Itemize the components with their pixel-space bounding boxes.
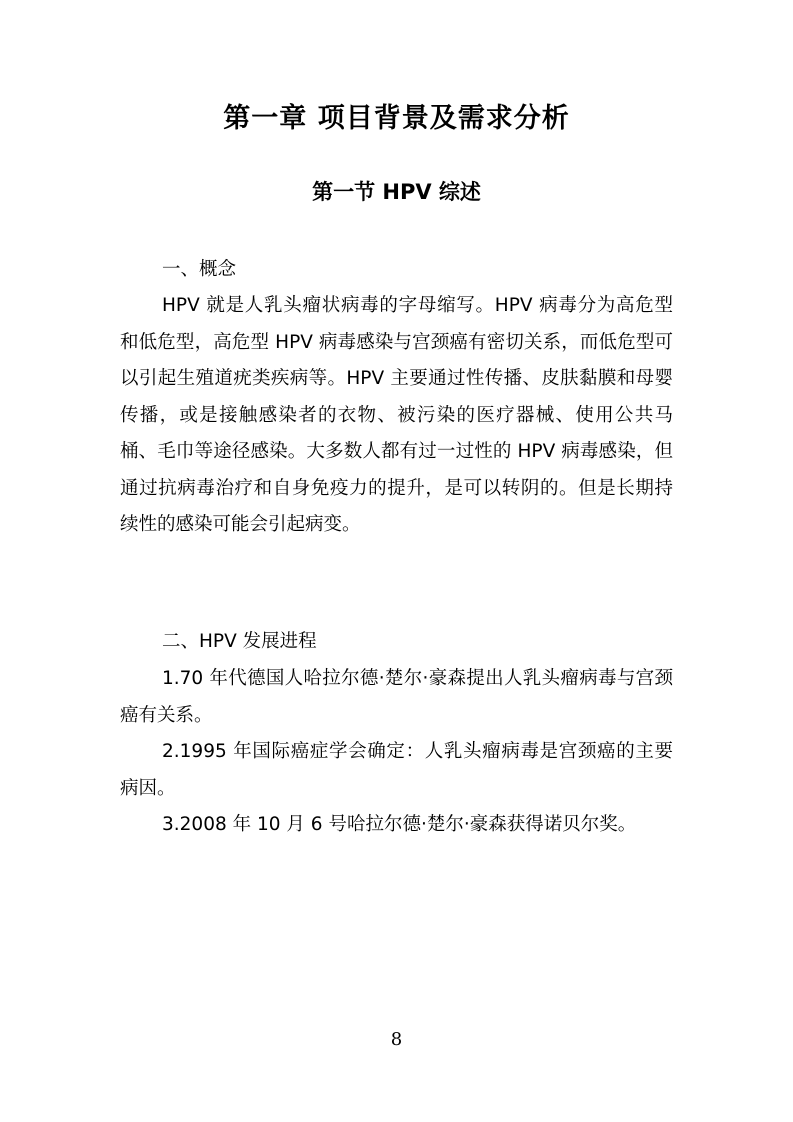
history-item: 2.1995 年国际癌症学会确定：人乳头瘤病毒是宫颈癌的主要病因。	[120, 741, 673, 799]
page-number: 8	[390, 1029, 403, 1050]
chapter-title: 第一章 项目背景及需求分析	[223, 103, 570, 134]
concept-heading: 一、概念	[162, 259, 237, 280]
history-item: 1.70 年代德国人哈拉尔德·楚尔·豪森提出人乳头瘤病毒与宫颈癌有关系。	[120, 668, 673, 726]
concept-paragraph: HPV 就是人乳头瘤状病毒的字母缩写。HPV 病毒分为高危型和低危型，高危型 HPV 病毒感染与宫颈癌有密切关系，而低危型可以引起生殖道疣类疾病等。HPV 主要通过性传播、皮肤黏膜和母婴传播，或是接触感染者的衣物、被污染的医疗器械、使用公共马桶、毛巾等途径感染。大多数人都有过一过性的 HPV 病毒感染，但通过抗病毒治疗和自身免疫力的提升，是可以转阴的。但是长期持续性的感染可能会引起病变。	[120, 295, 673, 535]
history-item: 3.2008 年 10 月 6 号哈拉尔德·楚尔·豪森获得诺贝尔奖。	[162, 814, 637, 835]
section-title: 第一节 HPV 综述	[312, 180, 481, 204]
history-heading: 二、HPV 发展进程	[162, 631, 317, 652]
